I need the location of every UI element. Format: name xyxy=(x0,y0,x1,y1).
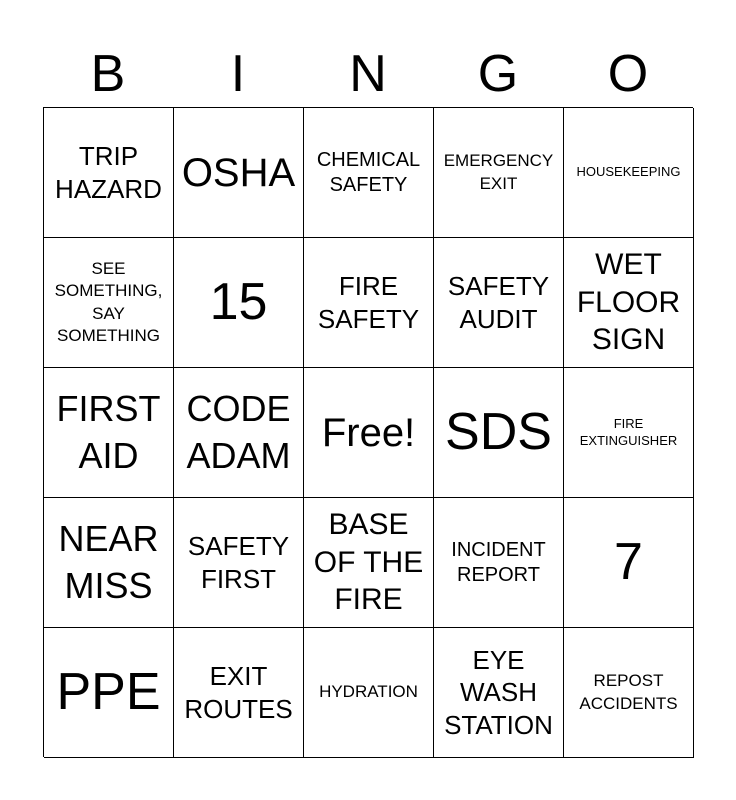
cell-label: SAFETY AUDIT xyxy=(447,271,550,334)
cell-label: 7 xyxy=(614,532,643,591)
cell-label: EMERGENCY EXIT xyxy=(443,151,554,193)
bingo-cell-r4c4[interactable] xyxy=(434,498,564,628)
bingo-cell-r5c5[interactable] xyxy=(564,628,694,758)
bingo-cell-r2c3[interactable] xyxy=(304,238,434,368)
cell-label: BASE OF THE FIRE xyxy=(313,508,424,617)
bingo-cell-r2c2[interactable] xyxy=(174,238,304,368)
cell-label: FIRST AID xyxy=(56,388,161,476)
bingo-cell-r3c2[interactable] xyxy=(174,368,304,498)
bingo-cell-r3c1[interactable] xyxy=(44,368,174,498)
cell-label: REPOST ACCIDENTS xyxy=(579,671,678,713)
cell-label: CODE ADAM xyxy=(186,388,291,476)
bingo-cell-r3c5[interactable] xyxy=(564,368,694,498)
bingo-cell-r5c4[interactable] xyxy=(434,628,564,758)
cell-label: FIRE EXTINGUISHER xyxy=(579,416,678,448)
bingo-cell-r4c3[interactable] xyxy=(304,498,434,628)
header-letter-n: N xyxy=(349,45,387,103)
header-letter-i: I xyxy=(230,45,246,103)
cell-label: SEE SOMETHING, SAY SOMETHING xyxy=(54,259,163,345)
cell-label: SDS xyxy=(445,402,552,461)
bingo-cell-r1c4[interactable] xyxy=(434,108,564,238)
bingo-cell-r1c1[interactable] xyxy=(44,108,174,238)
cell-label: EXIT ROUTES xyxy=(184,661,293,724)
cell-label: HYDRATION xyxy=(319,682,418,702)
bingo-cell-r1c2[interactable] xyxy=(174,108,304,238)
header-letter-g: G xyxy=(477,45,519,103)
cell-label: SAFETY FIRST xyxy=(187,531,290,594)
cell-label: 15 xyxy=(209,272,268,331)
cell-label: Free! xyxy=(321,410,416,455)
bingo-cell-r5c2[interactable] xyxy=(174,628,304,758)
bingo-cell-r5c1[interactable] xyxy=(44,628,174,758)
cell-label: HOUSEKEEPING xyxy=(576,164,681,180)
header-letter-o: O xyxy=(607,45,649,103)
bingo-cell-free[interactable] xyxy=(304,368,434,498)
bingo-header xyxy=(43,40,693,108)
header-letter-b: B xyxy=(90,45,126,103)
cell-label: EYE WASH STATION xyxy=(444,644,553,740)
bingo-cell-r2c5[interactable] xyxy=(564,238,694,368)
cell-label: TRIP HAZARD xyxy=(55,141,162,204)
bingo-cell-r2c4[interactable] xyxy=(434,238,564,368)
cell-label: OSHA xyxy=(181,150,296,195)
bingo-cell-r5c3[interactable] xyxy=(304,628,434,758)
bingo-cell-r3c4[interactable] xyxy=(434,368,564,498)
bingo-cell-r4c1[interactable] xyxy=(44,498,174,628)
bingo-board xyxy=(43,107,693,757)
bingo-cell-r2c1[interactable] xyxy=(44,238,174,368)
cell-label: CHEMICAL SAFETY xyxy=(316,148,421,196)
cell-label: PPE xyxy=(56,662,161,721)
bingo-cell-r1c3[interactable] xyxy=(304,108,434,238)
cell-label: NEAR MISS xyxy=(58,518,159,606)
bingo-cell-r4c2[interactable] xyxy=(174,498,304,628)
bingo-cell-r1c5[interactable] xyxy=(564,108,694,238)
cell-label: WET FLOOR SIGN xyxy=(576,248,681,357)
bingo-cell-r4c5[interactable] xyxy=(564,498,694,628)
cell-label: INCIDENT REPORT xyxy=(451,538,546,586)
cell-label: FIRE SAFETY xyxy=(317,271,420,334)
